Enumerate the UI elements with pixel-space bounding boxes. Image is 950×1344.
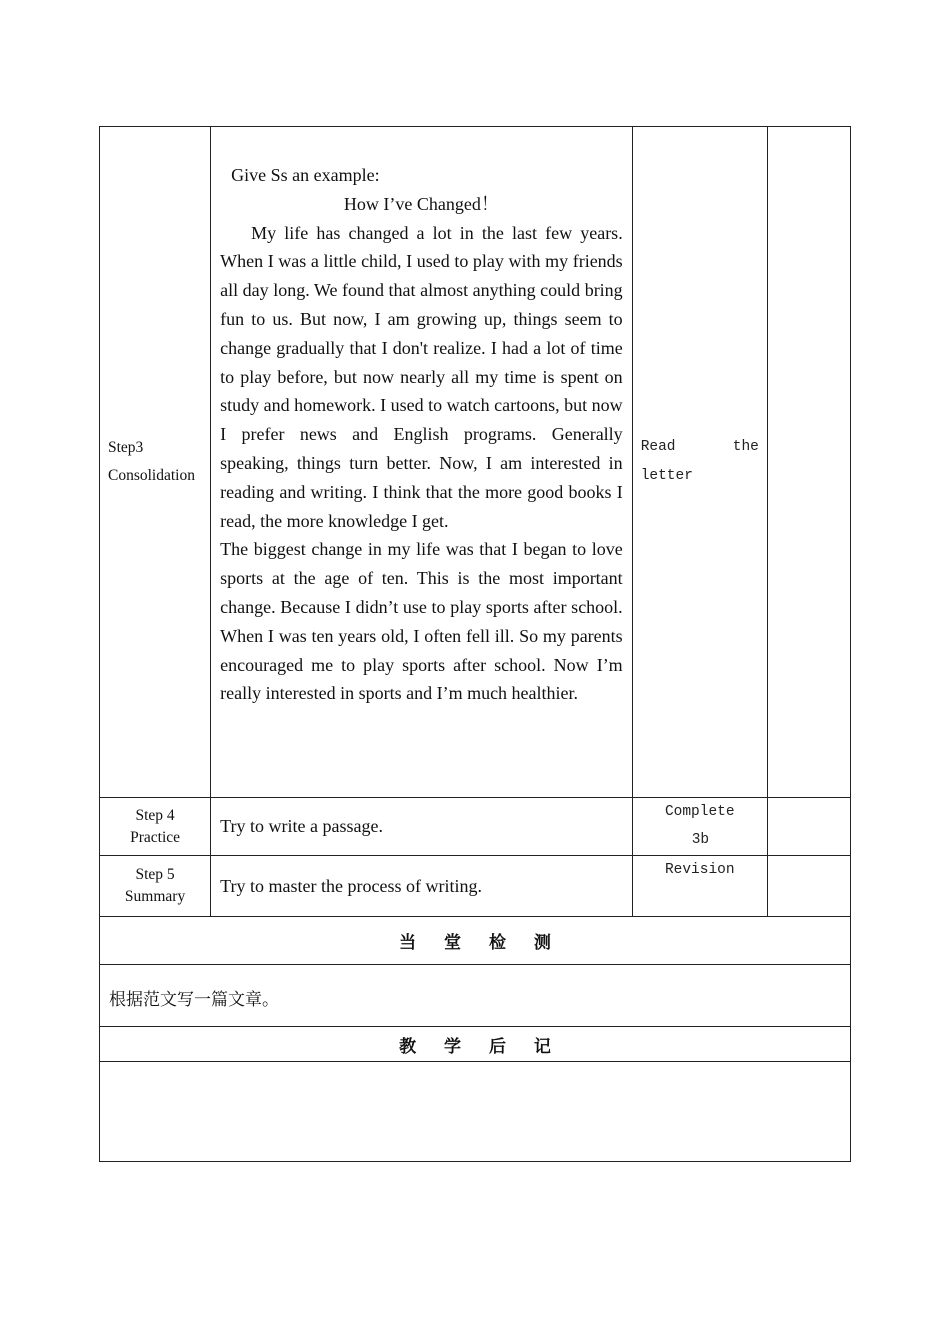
reflection-heading-char-2: 学	[444, 1036, 462, 1057]
step3-intro: Give Ss an example:	[231, 165, 380, 185]
lesson-plan-table	[99, 126, 851, 1162]
step3-label-cell	[100, 127, 211, 798]
step5-activity-cell	[632, 856, 767, 917]
step3-paragraph-1: My life has changed a lot in the last few years. When I was a little child, I used to play with my friends all day long. We found that almost anything could bring fun to us. But now, I am growing up, things seem to change gradually that I don't realize. I had a lot of time to play before, but now nearly all my time is spent on study and homework. I used to watch cartoons, but now I prefer news and English programs. Generally speaking, things turn better. Now, I am interested in reading and writing. I think that the more good books I read, the more knowledge I get.	[220, 222, 623, 531]
check-heading	[100, 917, 851, 965]
table-row-check-content	[100, 965, 851, 1027]
step4-label-cell	[100, 798, 211, 856]
lesson-plan-page	[99, 126, 851, 1162]
table-row-check-heading	[100, 917, 851, 965]
reflection-heading	[100, 1027, 851, 1062]
step5-label-name: Summary	[124, 888, 186, 905]
step3-activity-word-letter: letter	[640, 468, 693, 484]
step3-activity-word-read: Read	[640, 439, 676, 455]
check-heading-char-1: 当	[399, 933, 417, 953]
table-row-reflection-heading	[100, 1027, 851, 1062]
step4-label-number: Step 4	[135, 806, 175, 824]
step3-label-number: Step3	[108, 439, 144, 456]
check-heading-char-3: 检	[488, 933, 506, 953]
step4-label-name: Practice	[130, 828, 181, 846]
reflection-heading-char-1: 教	[399, 1036, 417, 1057]
step4-content: Try to write a passage.	[220, 816, 383, 836]
check-heading-char-4: 测	[533, 933, 551, 953]
table-row-step5	[100, 856, 851, 917]
table-row-step3	[100, 127, 851, 798]
step3-example-title: How I’ve Changed！	[343, 193, 499, 214]
step3-activity-word-the: the	[732, 439, 759, 455]
step4-note-cell	[767, 798, 850, 856]
step5-label-cell	[100, 856, 211, 917]
step4-content-cell	[211, 798, 633, 856]
step4-activity-line1: Complete	[664, 804, 735, 820]
step5-label-number: Step 5	[135, 866, 175, 883]
step3-content-cell	[211, 127, 633, 798]
step4-activity-line2: 3b	[691, 832, 710, 848]
table-row-reflection-content	[100, 1062, 851, 1162]
step5-content-cell	[211, 856, 633, 917]
reflection-heading-char-4: 记	[533, 1036, 551, 1057]
check-content-cell	[100, 965, 851, 1027]
check-text: 根据范文写一篇文章。	[109, 990, 279, 1010]
check-heading-char-2: 堂	[444, 933, 462, 953]
step3-note-cell	[767, 127, 850, 798]
step3-label-name: Consolidation	[108, 467, 195, 484]
step4-activity-cell	[632, 798, 767, 856]
reflection-content-cell	[100, 1062, 851, 1162]
step5-note-cell	[767, 856, 850, 917]
step5-activity: Revision	[664, 862, 735, 878]
step3-activity-cell	[632, 127, 767, 798]
step5-content: Try to master the process of writing.	[220, 875, 482, 896]
step3-paragraph-2: The biggest change in my life was that I began to love sports at the age of ten. This is the most important change. Because I didn’t use to play sports after school. When I was ten years old, I often fell ill. So my parents encouraged me to play sports after school. Now I’m really interested in sports and I’m much healthier.	[220, 539, 623, 704]
table-row-step4	[100, 798, 851, 856]
reflection-heading-char-3: 后	[488, 1036, 506, 1057]
